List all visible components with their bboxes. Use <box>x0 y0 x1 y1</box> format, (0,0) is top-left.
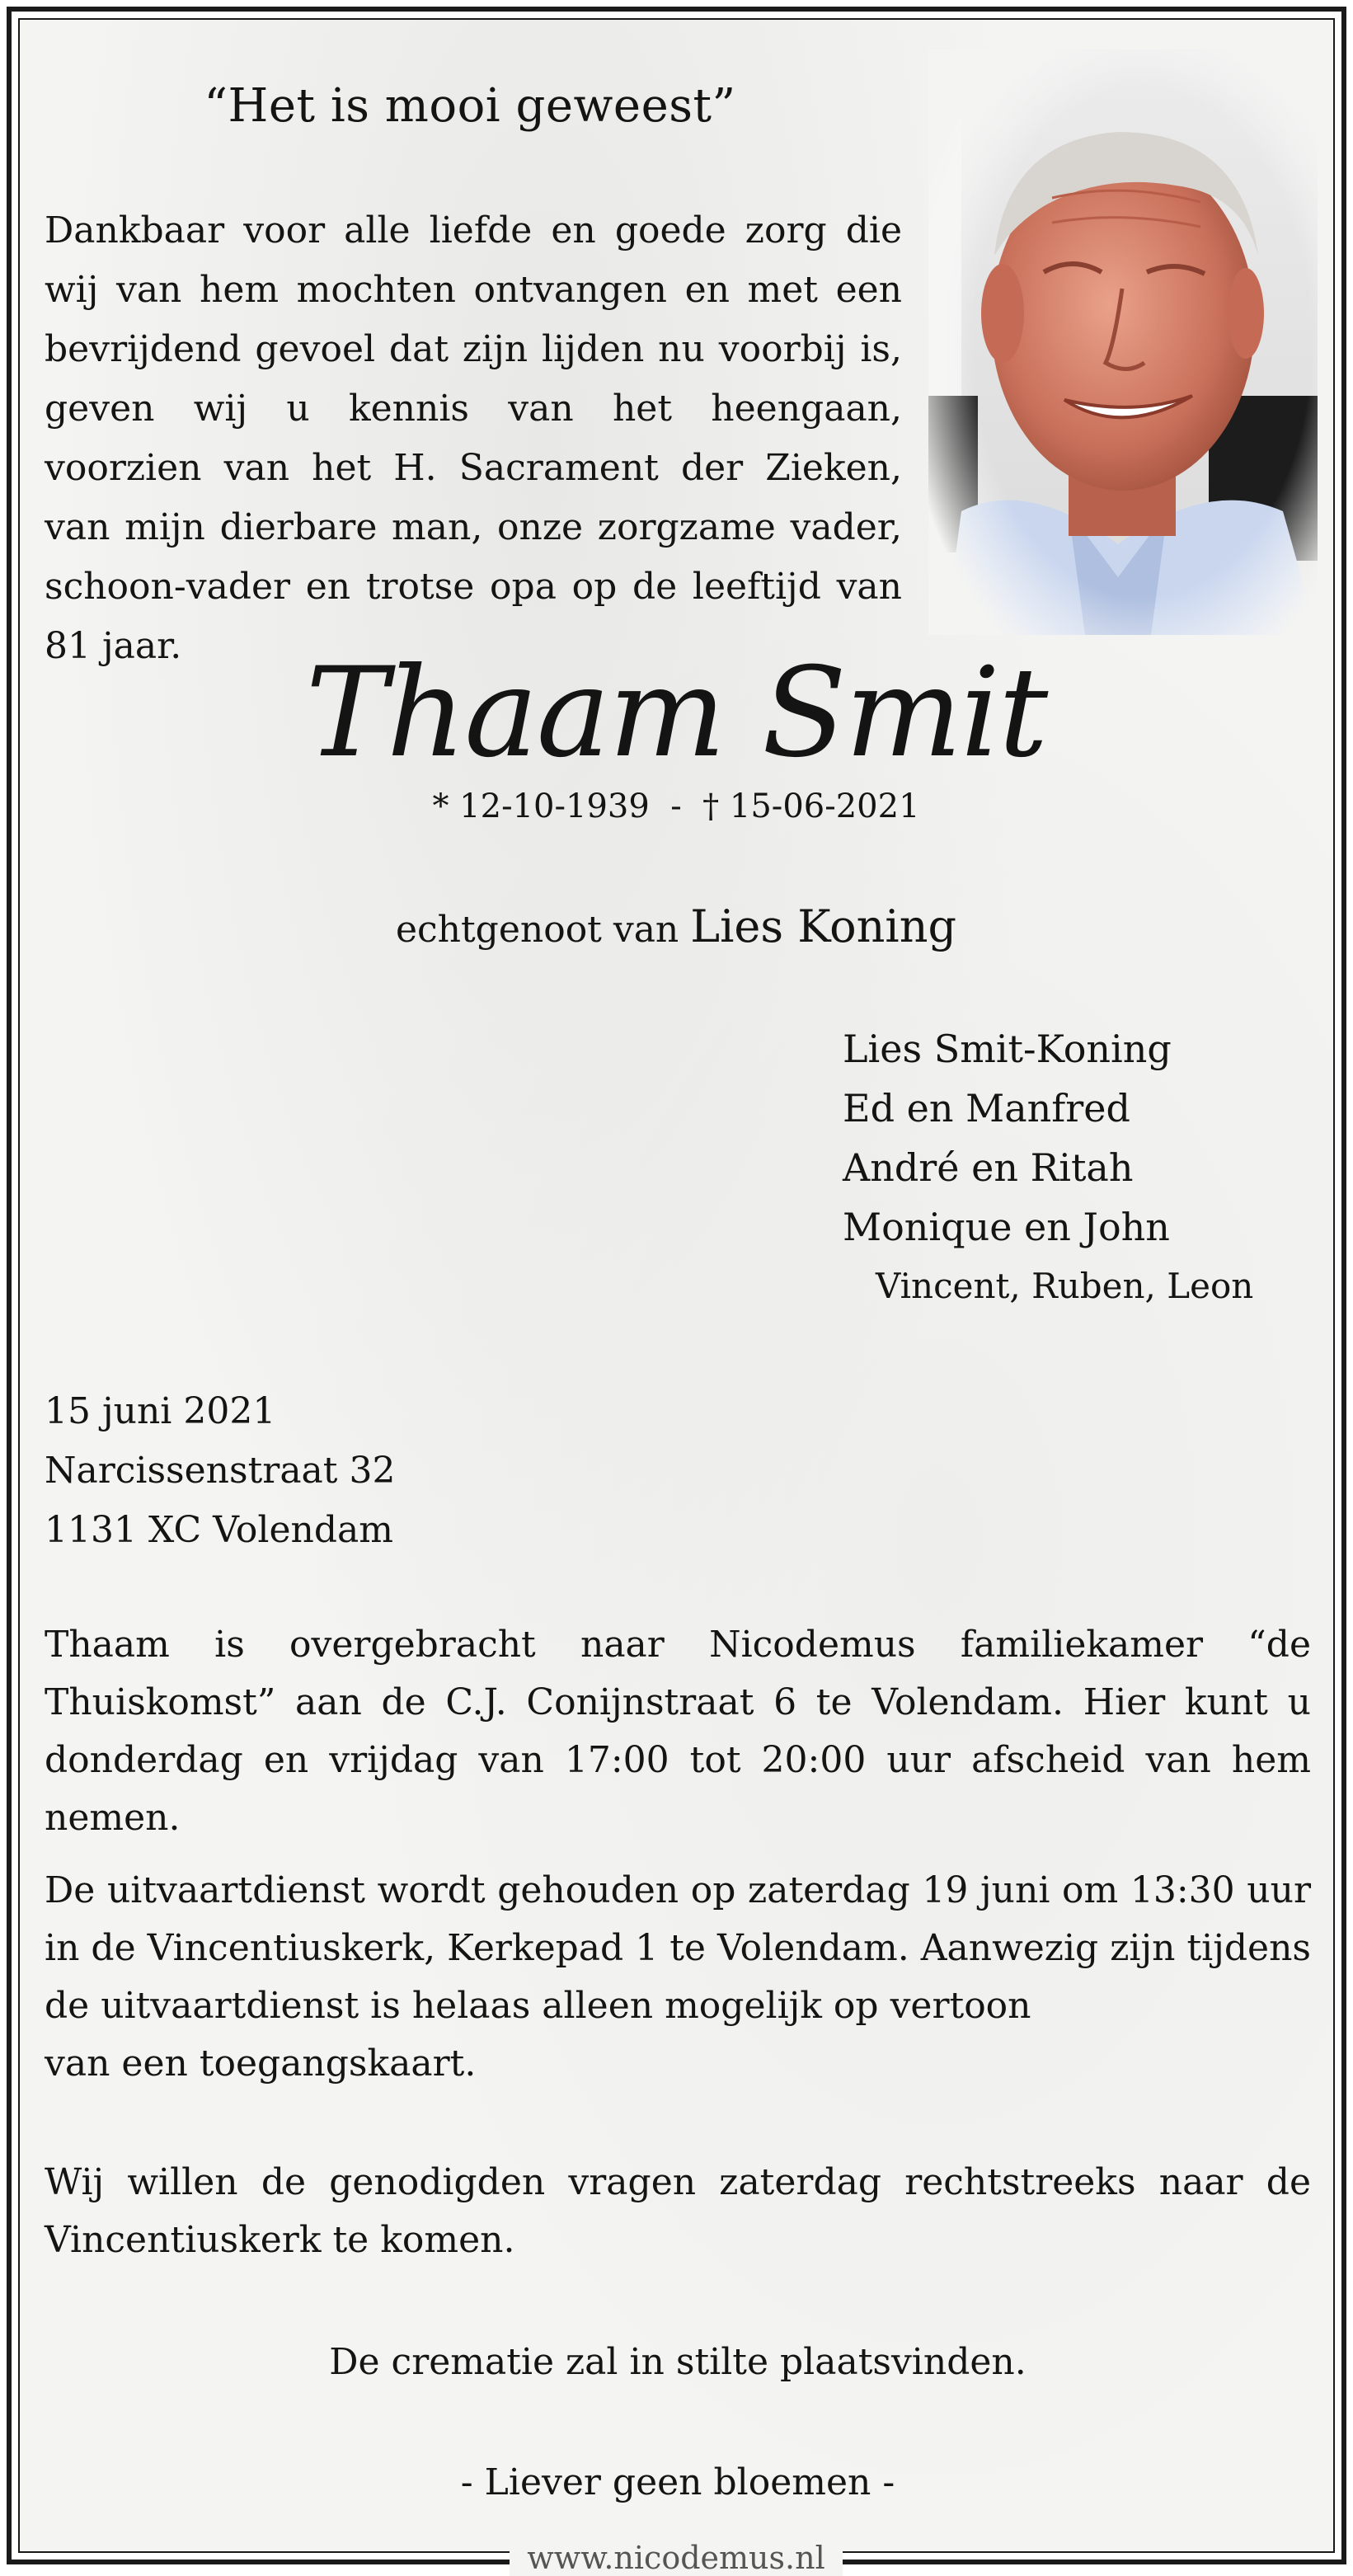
cremation-note: De crematie zal in stilte plaatsvinden. <box>329 2341 1026 2383</box>
spouse-line <box>247 902 1105 955</box>
family-member: Ed en Manfred <box>843 1086 1130 1131</box>
website-link[interactable]: www.nicodemus.nl <box>510 2540 843 2576</box>
family-member: Monique en John <box>843 1205 1170 1249</box>
no-flowers-note: - Liever geen bloemen - <box>460 2461 895 2503</box>
correspondence-address <box>45 1382 622 1560</box>
viewing-paragraph: Thaam is overgebracht naar Nicodemus familiekamer “de Thuiskomst” aan de C.J. Conijnstraat 6 te Volendam. Hier kunt u donderdag en vrijdag van 17:00 tot 20:00 uur afscheid van hem nemen. <box>45 1624 1311 1839</box>
deceased-name: Thaam Smit <box>305 642 1047 785</box>
invitation-paragraph: Wij willen de genodigden vragen zaterdag rechtstreeks naar de Vincentiuskerk te komen. <box>45 2161 1311 2261</box>
spouse-prefix: echtgenoot van <box>395 909 679 951</box>
portrait-photo <box>928 49 1318 635</box>
address-date: 15 juni 2021 <box>45 1390 276 1432</box>
address-street: Narcissenstraat 32 <box>45 1450 396 1492</box>
life-dates: * 12-10-1939 - † 15-06-2021 <box>432 787 920 825</box>
address-city: 1131 XC Volendam <box>45 1509 393 1551</box>
motto-quote: “Het is mooi geweest” <box>204 79 736 133</box>
service-text: De uitvaartdienst wordt gehouden op zaterdag 19 juni om 13:30 uur in de Vincentiuskerk, Kerkepad 1 te Volendam. Aanwezig zijn tijdens de uitvaartdienst is helaas alleen mogelijk op vertoon <box>45 1869 1311 2027</box>
family-list <box>843 1019 1304 1316</box>
spouse-name: Lies Koning <box>690 900 957 952</box>
family-member: Lies Smit-Koning <box>843 1027 1172 1071</box>
service-paragraph <box>45 1862 1311 2093</box>
grandchildren: Vincent, Ruben, Leon <box>876 1266 1254 1306</box>
intro-text: Dankbaar voor alle liefde en goede zorg die wij van hem mochten ontvangen en met een bevrijdend gevoel dat zijn lijden nu voorbij is, geven wij u kennis van het heengaan, voorzien van het H. Sacrament der Zieken, van mijn dierbare man, onze zorgzame vader, schoon-vader en trotse opa op de leeftijd van 81 jaar. <box>45 209 902 667</box>
family-member: André en Ritah <box>843 1145 1134 1190</box>
service-text-end: van een toegangskaart. <box>45 2042 477 2085</box>
